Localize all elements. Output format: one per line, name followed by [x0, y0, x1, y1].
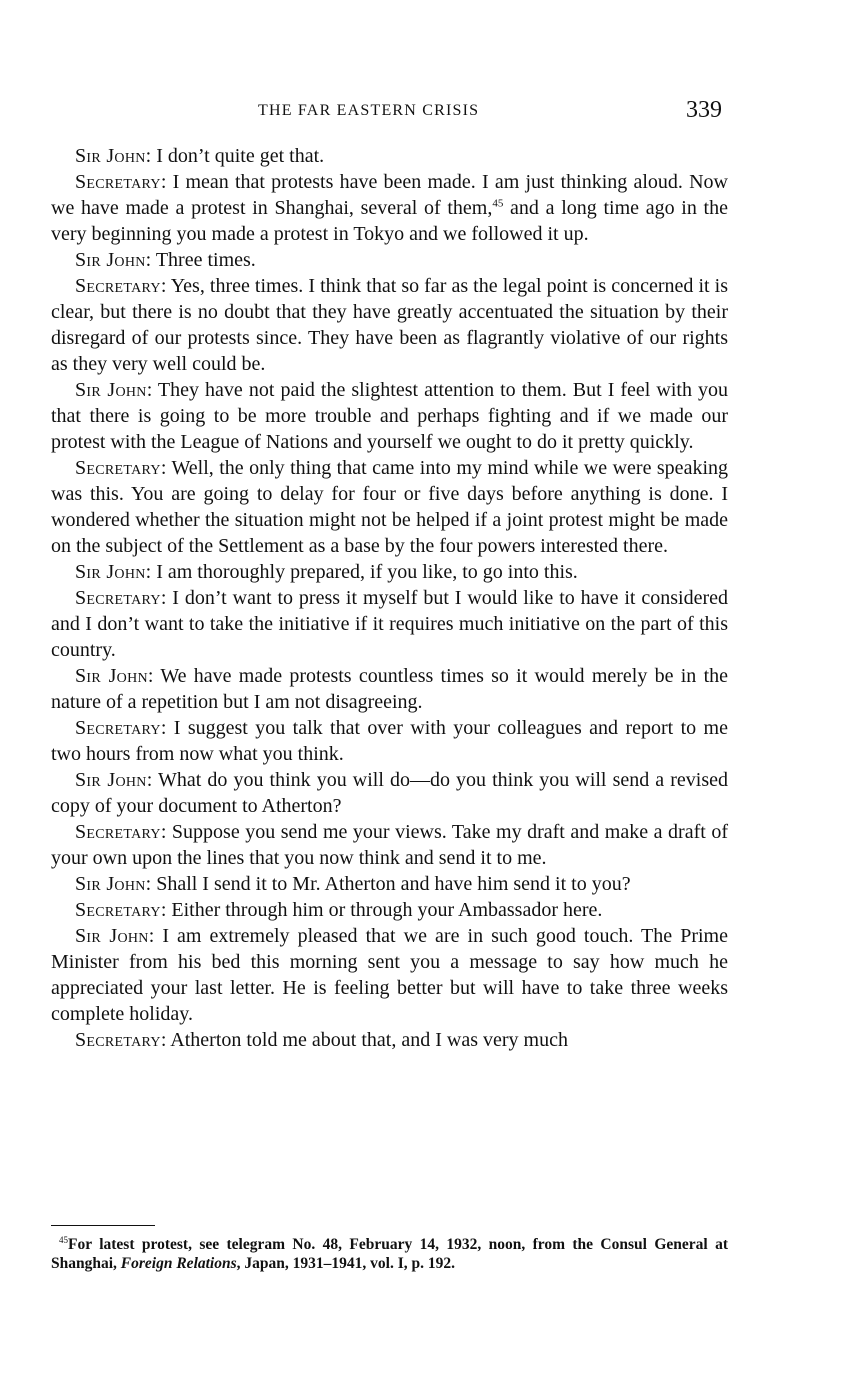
- paragraph: [51, 455, 728, 559]
- running-title: THE FAR EASTERN CRISIS: [258, 102, 480, 119]
- speaker-name: Secretary: [75, 1029, 161, 1051]
- speaker-name: Secretary: [75, 821, 161, 843]
- footnote: [51, 1235, 728, 1273]
- footnote-reference: 45: [492, 197, 504, 210]
- speaker-name: Secretary: [75, 171, 161, 193]
- speaker-name: Sir John: [75, 249, 146, 271]
- paragraph-text: : What do you think you will do—do you think you will send a revised copy of your document to Atherton?: [51, 769, 729, 817]
- paragraph-text: : Either through him or through your Ambassador here.: [160, 899, 603, 921]
- paragraph: [51, 923, 728, 1027]
- paragraph: [51, 819, 728, 871]
- paragraph: [51, 143, 728, 169]
- paragraph-text: : I am extremely pleased that we are in such good touch. The Prime Minister from his bed this morning sent you a message to say how much he appreciated your last letter. He is feeling better but will have to take three weeks complete holiday.: [51, 925, 728, 1025]
- footnote-mark: 45: [59, 1234, 68, 1245]
- body-text: [51, 143, 728, 1053]
- footnote-text: For latest protest, see telegram No. 48, February 14, 1932, noon, from the Consul General at Shanghai,: [51, 1236, 728, 1272]
- speaker-name: Sir John: [75, 379, 147, 401]
- paragraph-text: : I don’t want to press it myself but I would like to have it considered and I don’t want to take the initiative if it requires much initiative on the part of this country.: [51, 587, 728, 661]
- paragraph: [51, 247, 728, 273]
- speaker-name: Sir John: [75, 769, 147, 791]
- speaker-name: Sir John: [75, 925, 149, 947]
- speaker-name: Secretary: [75, 899, 161, 921]
- speaker-name: Secretary: [75, 587, 161, 609]
- paragraph-text: : Atherton told me about that, and I was very much: [160, 1029, 568, 1051]
- paragraph-text-continued: and a long time ago in the very beginning you made a protest in Tokyo and we followed it up.: [51, 197, 728, 245]
- speaker-name: Sir John: [75, 561, 146, 583]
- paragraph-text: : Shall I send it to Mr. Atherton and have him send it to you?: [145, 873, 631, 895]
- paragraph-text: : They have not paid the slightest attention to them. But I feel with you that there is going to be more trouble and perhaps fighting and if we made our protest with the League of Nations and yourself we ought to do it pretty quickly.: [51, 379, 729, 453]
- paragraph: [51, 871, 728, 897]
- paragraph: [51, 1027, 728, 1053]
- page-number: 339: [686, 97, 722, 123]
- paragraph: [51, 377, 728, 455]
- paragraph: [51, 585, 728, 663]
- footnote-publication-title: Foreign Relations: [120, 1255, 237, 1272]
- footnote-divider: [51, 1225, 155, 1226]
- speaker-name: Secretary: [75, 717, 161, 739]
- paragraph: [51, 767, 728, 819]
- paragraph-text: : I don’t quite get that.: [145, 145, 325, 167]
- paragraph-text: : I am thoroughly prepared, if you like, to go into this.: [145, 561, 578, 583]
- footnote-text-continued: , Japan, 1931–1941, vol. I, p. 192.: [236, 1255, 455, 1272]
- speaker-name: Secretary: [75, 275, 161, 297]
- paragraph-text: : Yes, three times. I think that so far as the legal point is concerned it is clear, but there is no doubt that they have greatly accentuated the situation by their disregard of our protests since. They have been as flagrantly violative of our rights as they very well could be.: [51, 275, 728, 375]
- speaker-name: Sir John: [75, 665, 148, 687]
- paragraph-text: : Three times.: [145, 249, 256, 271]
- speaker-name: Sir John: [75, 145, 146, 167]
- paragraph-text: : I suggest you talk that over with your colleagues and report to me two hours from now what you think.: [51, 717, 728, 765]
- paragraph-text: : Suppose you send me your views. Take my draft and make a draft of your own upon the lines that you now think and send it to me.: [51, 821, 728, 869]
- page-header: [0, 97, 850, 127]
- paragraph: [51, 559, 728, 585]
- paragraph: [51, 273, 728, 377]
- paragraph: [51, 715, 728, 767]
- paragraph-text: : I mean that protests have been made. I am just thinking aloud. Now we have made a protest in Shanghai, several of them,: [51, 171, 728, 219]
- paragraph: [51, 169, 728, 247]
- paragraph: [51, 663, 728, 715]
- speaker-name: Sir John: [75, 873, 146, 895]
- paragraph: [51, 897, 728, 923]
- paragraph-text: : We have made protests countless times so it would merely be in the nature of a repetition but I am not disagreeing.: [51, 665, 728, 713]
- speaker-name: Secretary: [75, 457, 161, 479]
- paragraph-text: : Well, the only thing that came into my mind while we were speaking was this. You are going to delay for four or five days before anything is done. I wondered whether the situation might not be helped if a joint protest might be made on the subject of the Settlement as a base by the four powers interested there.: [51, 457, 728, 557]
